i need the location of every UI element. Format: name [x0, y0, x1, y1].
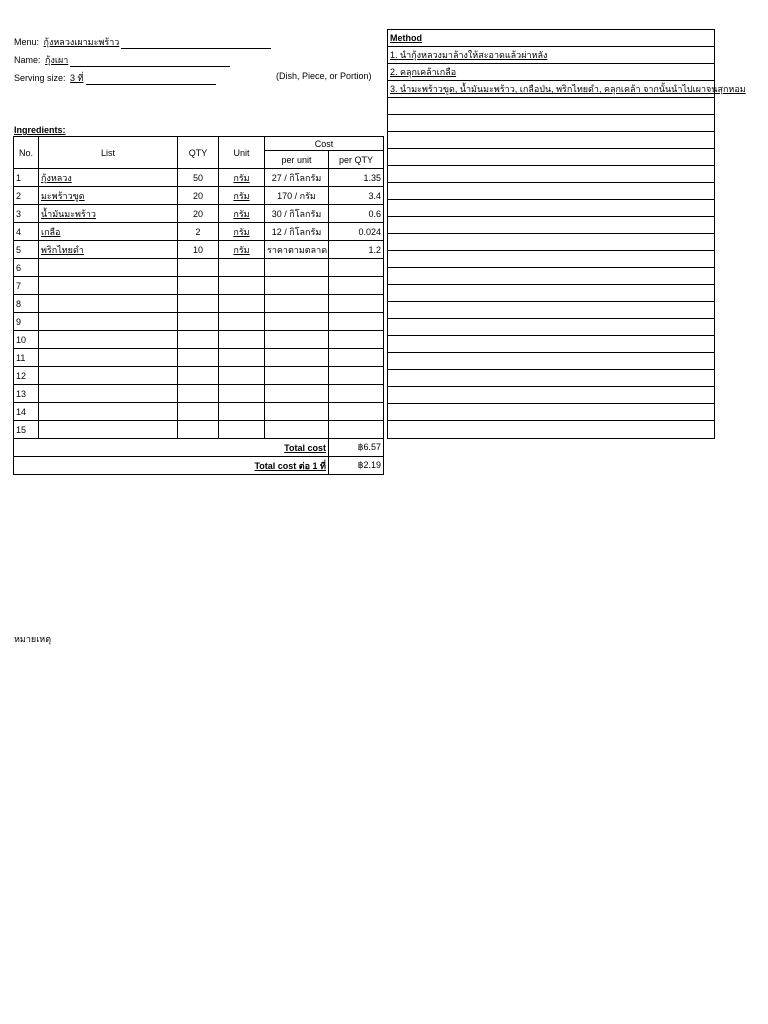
- ingredient-row: [14, 277, 384, 295]
- ingredient-per-qty: 3.4: [329, 187, 384, 205]
- method-blank-line: [388, 200, 714, 217]
- ingredient-unit: [219, 421, 265, 439]
- method-blank-line: [388, 268, 714, 285]
- ingredient-no: 4: [14, 223, 39, 241]
- method-blank-line: [388, 115, 714, 132]
- ingredient-per-unit: 27 / กิโลกรัม: [265, 169, 329, 187]
- ingredient-row: [14, 205, 384, 223]
- ingredient-qty: [178, 421, 219, 439]
- ingredient-unit: [219, 385, 265, 403]
- col-header-no: No.: [14, 137, 39, 169]
- ingredient-unit: กรัม: [219, 241, 265, 259]
- ingredient-unit: กรัม: [219, 205, 265, 223]
- ingredient-qty: [178, 259, 219, 277]
- ingredient-per-unit: [265, 313, 329, 331]
- ingredient-unit: [219, 367, 265, 385]
- total-cost-label: Total cost: [14, 439, 329, 457]
- method-blank-line: [388, 132, 714, 149]
- method-blank-line: [388, 421, 714, 438]
- ingredient-no: 14: [14, 403, 39, 421]
- method-blank-line: [388, 234, 714, 251]
- ingredient-unit: [219, 403, 265, 421]
- ingredient-row: [14, 223, 384, 241]
- ingredient-per-qty: [329, 367, 384, 385]
- ingredient-row: [14, 403, 384, 421]
- method-blank-line: [388, 319, 714, 336]
- ingredient-per-qty: [329, 331, 384, 349]
- ingredient-name: [39, 313, 178, 331]
- ingredient-qty: [178, 367, 219, 385]
- ingredient-qty: 50: [178, 169, 219, 187]
- ingredient-row: [14, 313, 384, 331]
- method-blank-line: [388, 302, 714, 319]
- ingredient-name: [39, 349, 178, 367]
- ingredient-unit: [219, 259, 265, 277]
- ingredient-per-unit: 12 / กิโลกรัม: [265, 223, 329, 241]
- total-cost-value: ฿6.57: [329, 439, 384, 457]
- ingredient-name: เกลือ: [39, 223, 178, 241]
- ingredient-per-unit: [265, 421, 329, 439]
- ingredient-unit: กรัม: [219, 223, 265, 241]
- serving-underline: [86, 76, 216, 85]
- ingredient-no: 9: [14, 313, 39, 331]
- serving-line: [14, 71, 216, 85]
- col-header-unit: Unit: [219, 137, 265, 169]
- serving-hint: (Dish, Piece, or Portion): [276, 71, 372, 81]
- ingredient-unit: [219, 295, 265, 313]
- ingredient-per-qty: [329, 313, 384, 331]
- ingredient-row: [14, 367, 384, 385]
- ingredient-name: [39, 421, 178, 439]
- ingredient-per-qty: 0.6: [329, 205, 384, 223]
- ingredient-name: [39, 295, 178, 313]
- method-blank-line: [388, 149, 714, 166]
- menu-value: กุ้งหลวงเผามะพร้าว: [43, 37, 120, 47]
- ingredient-no: 7: [14, 277, 39, 295]
- method-blank-line: [388, 370, 714, 387]
- ingredient-per-unit: ราคาตามตลาด: [265, 241, 329, 259]
- ingredient-per-unit: 170 / กรัม: [265, 187, 329, 205]
- name-underline: [70, 58, 230, 67]
- method-blank-line: [388, 404, 714, 421]
- ingredient-row: [14, 331, 384, 349]
- serving-label: Serving size:: [14, 73, 66, 83]
- ingredient-per-unit: [265, 403, 329, 421]
- name-value: กุ้งเผา: [45, 55, 69, 65]
- ingredient-name: [39, 331, 178, 349]
- ingredient-qty: [178, 313, 219, 331]
- total-per-serving-value: ฿2.19: [329, 457, 384, 475]
- name-line: [14, 53, 230, 67]
- ingredient-row: [14, 421, 384, 439]
- ingredient-unit: กรัม: [219, 169, 265, 187]
- ingredient-unit: กรัม: [219, 187, 265, 205]
- ingredient-unit: [219, 277, 265, 295]
- method-blank-line: [388, 251, 714, 268]
- ingredient-no: 11: [14, 349, 39, 367]
- col-header-list: List: [39, 137, 178, 169]
- ingredient-row: [14, 295, 384, 313]
- ingredient-unit: [219, 349, 265, 367]
- method-blank-line: [388, 166, 714, 183]
- serving-value: 3 ที่: [70, 73, 84, 83]
- ingredient-qty: 2: [178, 223, 219, 241]
- ingredient-row: [14, 241, 384, 259]
- ingredient-qty: 10: [178, 241, 219, 259]
- ingredient-per-qty: [329, 421, 384, 439]
- col-header-per-unit: per unit: [265, 151, 329, 169]
- ingredient-name: น้ำมันมะพร้าว: [39, 205, 178, 223]
- method-blank-line: [388, 387, 714, 404]
- ingredient-unit: [219, 313, 265, 331]
- footer-mark: หมายเหตุ: [14, 634, 52, 644]
- ingredient-per-qty: 0.024: [329, 223, 384, 241]
- ingredient-name: [39, 259, 178, 277]
- ingredient-per-unit: [265, 331, 329, 349]
- ingredient-no: 5: [14, 241, 39, 259]
- ingredient-per-qty: 1.35: [329, 169, 384, 187]
- ingredient-qty: [178, 331, 219, 349]
- ingredient-row: [14, 187, 384, 205]
- col-header-per-qty: per QTY: [329, 151, 384, 169]
- method-box: [387, 29, 746, 439]
- ingredients-table: [13, 136, 384, 475]
- menu-label: Menu:: [14, 37, 40, 47]
- ingredient-per-unit: [265, 349, 329, 367]
- ingredient-per-qty: [329, 295, 384, 313]
- ingredient-unit: [219, 331, 265, 349]
- method-blank-line: [388, 98, 714, 115]
- ingredient-per-unit: 30 / กิโลกรัม: [265, 205, 329, 223]
- ingredient-no: 12: [14, 367, 39, 385]
- ingredient-name: [39, 367, 178, 385]
- menu-line: [14, 35, 271, 49]
- method-blank-line: [388, 353, 714, 370]
- name-label: Name:: [14, 55, 41, 65]
- ingredient-no: 3: [14, 205, 39, 223]
- ingredient-no: 15: [14, 421, 39, 439]
- ingredient-per-unit: [265, 259, 329, 277]
- ingredient-qty: [178, 403, 219, 421]
- ingredient-per-qty: 1.2: [329, 241, 384, 259]
- ingredient-no: 8: [14, 295, 39, 313]
- ingredient-name: กุ้งหลวง: [39, 169, 178, 187]
- ingredient-per-unit: [265, 385, 329, 403]
- ingredient-no: 2: [14, 187, 39, 205]
- ingredient-name: มะพร้าวขูด: [39, 187, 178, 205]
- ingredient-qty: [178, 295, 219, 313]
- ingredient-row: [14, 259, 384, 277]
- method-blank-line: [388, 217, 714, 234]
- method-blank-line: [388, 285, 714, 302]
- ingredient-per-qty: [329, 385, 384, 403]
- method-blank-line: [388, 183, 714, 200]
- ingredient-per-qty: [329, 259, 384, 277]
- col-header-qty: QTY: [178, 137, 219, 169]
- method-steps: [388, 47, 746, 438]
- ingredient-no: 1: [14, 169, 39, 187]
- menu-underline: [121, 40, 271, 49]
- ingredient-qty: [178, 277, 219, 295]
- ingredient-no: 13: [14, 385, 39, 403]
- ingredient-per-qty: [329, 403, 384, 421]
- ingredients-title: Ingredients:: [14, 125, 66, 135]
- method-step: 1. นำกุ้งหลวงมาล้างให้สะอาดแล้วผ่าหลัง: [388, 47, 714, 64]
- ingredient-qty: 20: [178, 187, 219, 205]
- ingredient-row: [14, 169, 384, 187]
- ingredient-per-qty: [329, 349, 384, 367]
- total-per-serving-label: Total cost ต่อ 1 ที่: [14, 457, 329, 475]
- ingredient-qty: [178, 349, 219, 367]
- ingredient-per-unit: [265, 277, 329, 295]
- ingredient-name: พริกไทยดำ: [39, 241, 178, 259]
- ingredient-name: [39, 403, 178, 421]
- method-step: 3. นำมะพร้าวขูด, น้ำมันมะพร้าว, เกลือป่น, พริกไทยดำ, คลุกเคล้า จากนั้นนำไปเผาจนสุกหอม: [388, 81, 714, 98]
- ingredient-qty: [178, 385, 219, 403]
- ingredient-no: 6: [14, 259, 39, 277]
- ingredient-no: 10: [14, 331, 39, 349]
- ingredient-name: [39, 385, 178, 403]
- ingredient-per-unit: [265, 367, 329, 385]
- ingredient-row: [14, 385, 384, 403]
- method-step: 2. คลุกเคล้าเกลือ: [388, 64, 714, 81]
- ingredient-row: [14, 349, 384, 367]
- ingredient-name: [39, 277, 178, 295]
- method-title: Method: [388, 30, 714, 47]
- ingredient-per-qty: [329, 277, 384, 295]
- col-header-cost: Cost: [265, 137, 384, 151]
- method-blank-line: [388, 336, 714, 353]
- ingredient-per-unit: [265, 295, 329, 313]
- ingredient-qty: 20: [178, 205, 219, 223]
